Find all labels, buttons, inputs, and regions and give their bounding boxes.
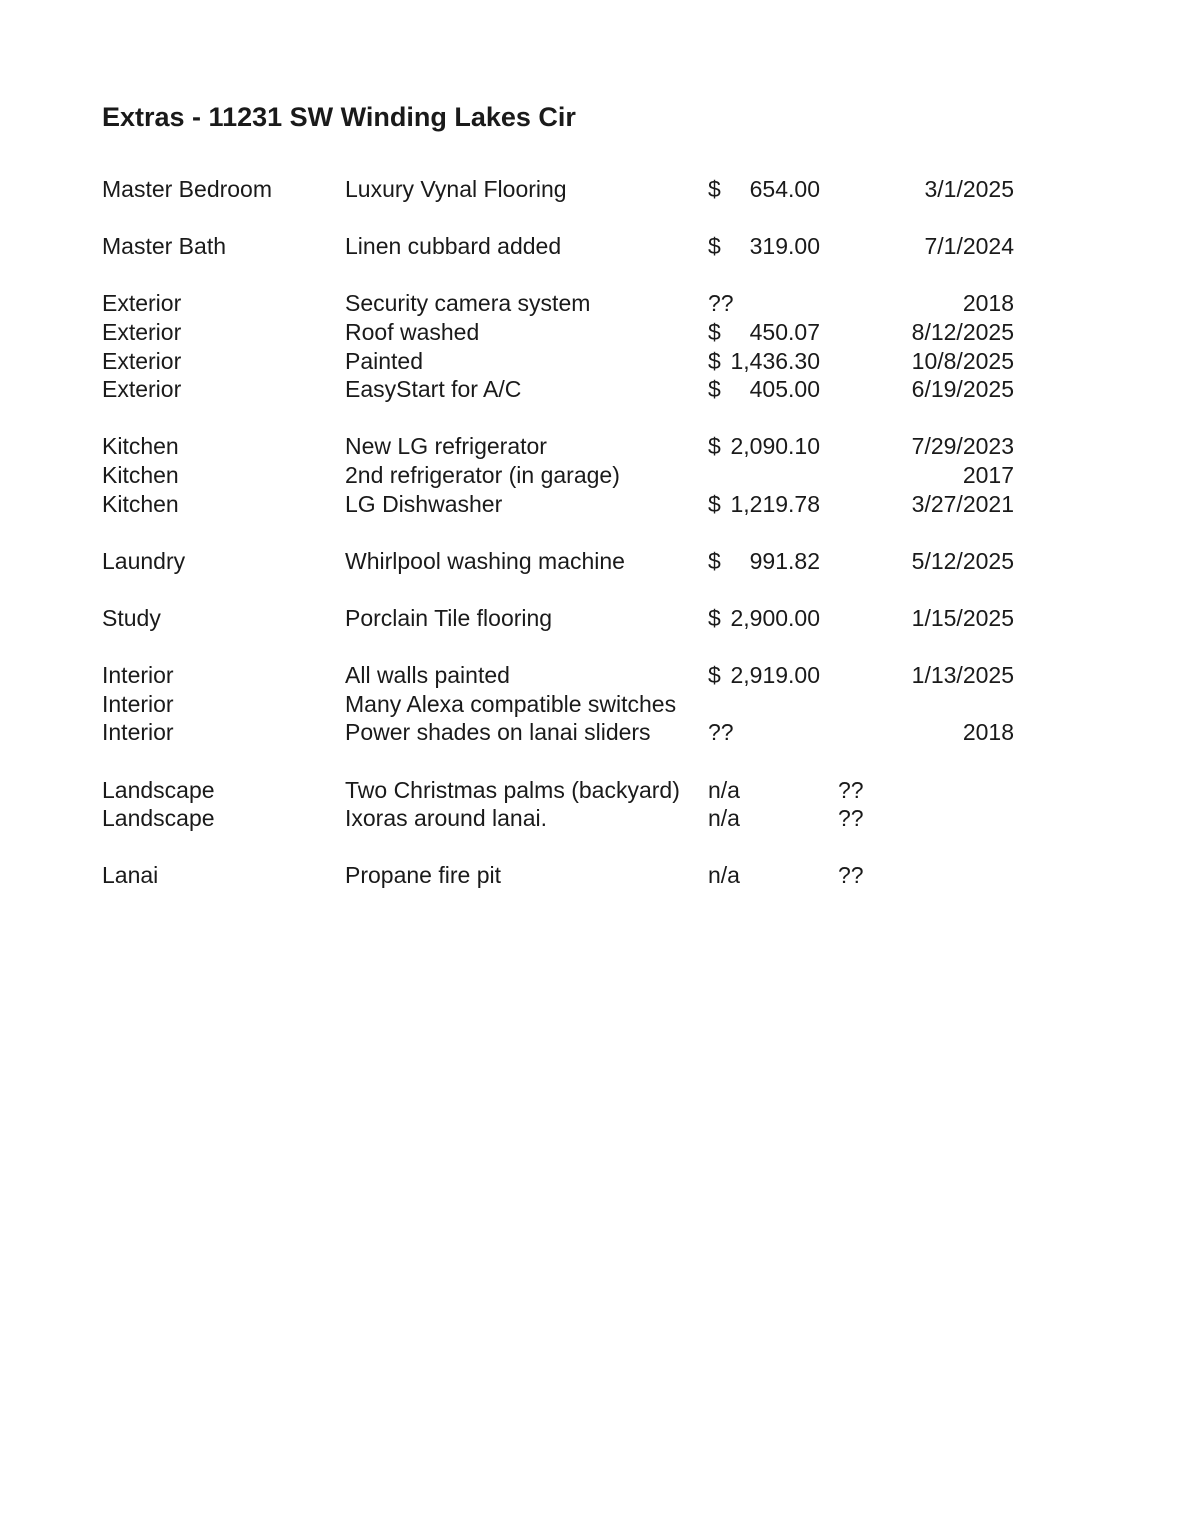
- date-cell: 2017: [962, 462, 1014, 488]
- description-cell: All walls painted: [345, 662, 510, 689]
- table-row: [0, 690, 1186, 719]
- date-cell: 8/12/2025: [911, 319, 1014, 345]
- price-amount: 405.00: [749, 376, 820, 403]
- currency-symbol: $: [708, 433, 721, 460]
- date-cell: 10/8/2025: [911, 347, 1014, 374]
- price-note-cell: n/a: [708, 805, 740, 832]
- location-cell: Interior: [102, 662, 174, 689]
- table-row: [0, 861, 1186, 890]
- location-cell: Interior: [102, 690, 174, 717]
- description-cell: Painted: [345, 347, 424, 374]
- description-cell: Propane fire pit: [345, 862, 501, 889]
- table-row: [0, 375, 1186, 404]
- location-cell: Exterior: [102, 376, 182, 403]
- price-amount: 2,900.00: [730, 605, 820, 631]
- table-row: [0, 318, 1186, 347]
- date-cell: 7/29/2023: [911, 433, 1014, 460]
- date-cell: 2018: [962, 719, 1014, 746]
- date-cell: 7/1/2024: [924, 233, 1014, 260]
- date-cell: 5/12/2025: [911, 547, 1014, 574]
- location-cell: Landscape: [102, 805, 215, 832]
- description-cell: Roof washed: [345, 319, 480, 345]
- date-cell: 1/15/2025: [911, 605, 1014, 631]
- description-cell: EasyStart for A/C: [345, 376, 522, 403]
- location-cell: Lanai: [102, 862, 159, 889]
- date-cell: 3/1/2025: [924, 176, 1014, 202]
- table-row: [0, 232, 1186, 261]
- description-cell: Linen cubbard added: [345, 233, 562, 260]
- price-note-cell: ??: [708, 719, 734, 746]
- currency-symbol: $: [708, 605, 721, 631]
- currency-symbol: $: [708, 662, 721, 689]
- price-amount: 319.00: [749, 233, 820, 260]
- location-cell: Exterior: [102, 347, 182, 374]
- page-title: Extras - 11231 SW Winding Lakes Cir: [102, 102, 576, 132]
- table-row: [0, 604, 1186, 633]
- date-cell: 1/13/2025: [911, 662, 1014, 689]
- price-cell: [708, 347, 820, 376]
- price-cell: [708, 547, 820, 576]
- price-cell: [708, 175, 820, 204]
- table-row: [0, 776, 1186, 805]
- price-cell: [708, 604, 820, 633]
- location-cell: Study: [102, 605, 161, 631]
- table-row: [0, 718, 1186, 747]
- price-amount: 2,919.00: [730, 662, 820, 689]
- price-cell: [708, 318, 820, 347]
- price-cell: [708, 432, 820, 461]
- table-row: [0, 289, 1186, 318]
- location-cell: Master Bath: [102, 233, 226, 260]
- date-cell: ??: [838, 776, 864, 803]
- date-cell: 2018: [962, 290, 1014, 317]
- price-cell: [708, 661, 820, 690]
- price-cell: [708, 232, 820, 261]
- date-cell: 3/27/2021: [911, 490, 1014, 517]
- location-cell: Exterior: [102, 319, 182, 345]
- description-cell: 2nd refrigerator (in garage): [345, 462, 620, 488]
- table-row: [0, 490, 1186, 519]
- price-amount: 1,219.78: [730, 490, 820, 517]
- description-cell: Two Christmas palms (backyard): [345, 776, 680, 803]
- location-cell: Exterior: [102, 290, 182, 317]
- table-row: [0, 804, 1186, 833]
- description-cell: Luxury Vynal Flooring: [345, 176, 567, 202]
- currency-symbol: $: [708, 547, 721, 574]
- date-cell: 6/19/2025: [911, 376, 1014, 403]
- currency-symbol: $: [708, 176, 721, 202]
- description-cell: LG Dishwasher: [345, 490, 503, 517]
- location-cell: Kitchen: [102, 490, 179, 517]
- table-row: [0, 547, 1186, 576]
- price-note-cell: n/a: [708, 776, 740, 803]
- table-row: [0, 661, 1186, 690]
- description-cell: Porclain Tile flooring: [345, 605, 553, 631]
- price-note-cell: n/a: [708, 862, 740, 889]
- currency-symbol: $: [708, 376, 721, 403]
- location-cell: Kitchen: [102, 433, 179, 460]
- description-cell: New LG refrigerator: [345, 433, 547, 460]
- table-row: [0, 175, 1186, 204]
- location-cell: Interior: [102, 719, 174, 746]
- date-cell: ??: [838, 805, 864, 832]
- description-cell: Security camera system: [345, 290, 591, 317]
- currency-symbol: $: [708, 319, 721, 345]
- location-cell: Master Bedroom: [102, 176, 273, 202]
- table-row: [0, 347, 1186, 376]
- table-row: [0, 461, 1186, 490]
- description-cell: Ixoras around lanai.: [345, 805, 548, 832]
- currency-symbol: $: [708, 347, 721, 374]
- description-cell: Power shades on lanai sliders: [345, 719, 651, 746]
- table-row: [0, 432, 1186, 461]
- price-note-cell: ??: [708, 290, 734, 317]
- price-amount: 450.07: [749, 319, 820, 345]
- location-cell: Laundry: [102, 547, 186, 574]
- location-cell: Landscape: [102, 776, 215, 803]
- price-cell: [708, 375, 820, 404]
- price-amount: 2,090.10: [730, 433, 820, 460]
- price-cell: [708, 490, 820, 519]
- location-cell: Kitchen: [102, 462, 179, 488]
- price-amount: 654.00: [749, 176, 820, 202]
- currency-symbol: $: [708, 233, 721, 260]
- price-amount: 1,436.30: [730, 347, 820, 374]
- price-amount: 991.82: [749, 547, 820, 574]
- date-cell: ??: [838, 862, 864, 889]
- description-cell: Many Alexa compatible switches: [345, 690, 677, 717]
- description-cell: Whirlpool washing machine: [345, 547, 625, 574]
- currency-symbol: $: [708, 490, 721, 517]
